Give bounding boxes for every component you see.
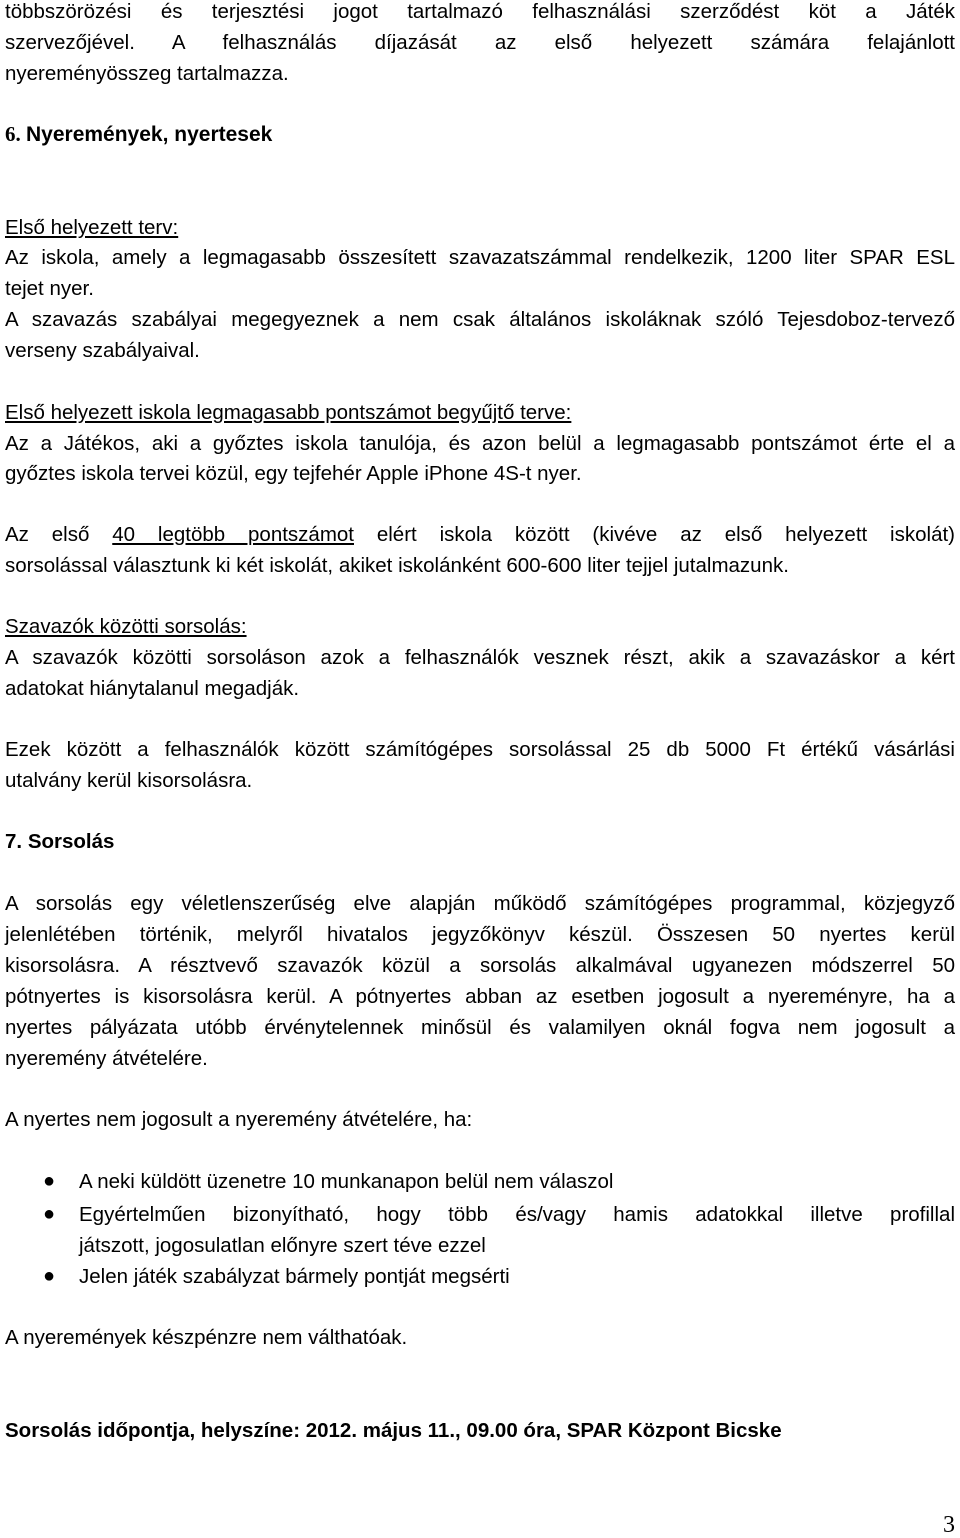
section-6-heading [5,119,955,150]
section-7-number: 7. [5,830,23,853]
top40-underlined: 40 legtöbb pontszámot [112,523,354,546]
vouchers-line-1: Ezek között a felhasználók között számítógépes sorsolással 25 db 5000 Ft értékű vásárlási [5,738,955,761]
top-collector-line-2: győztes iskola tervei közül, egy tejfehér Apple iPhone 4S-t nyer. [5,462,582,485]
voter-draw-line-1: A szavazók közötti sorsoláson azok a felhasználók vesznek részt, akik a szavazáskor a kért [5,646,955,669]
voter-draw-line-2: adatokat hiánytalanul megadják. [5,677,300,700]
bullet-icon: ● [43,1203,56,1225]
top40-text-a: Az első [5,523,113,546]
section-7-heading [5,826,955,857]
no-cash-note: A nyeremények készpénzre nem válthatóak. [5,1326,408,1349]
not-entitled-intro: A nyertes nem jogosult a nyeremény átvételére, ha: [5,1108,473,1131]
page-number: 3 [943,1512,955,1538]
top40-line-2: sorsolással választunk ki két iskolát, akiket iskolánként 600-600 liter tejjel jutalmazunk. [5,554,789,577]
intro-line-2: szervezőjével. A felhasználás díjazását az első helyezett számára felajánlott [5,31,955,54]
bullet-icon: ● [43,1170,56,1192]
top-collector-line-1: Az a Játékos, aki a győztes iskola tanulója, és azon belül a legmagasabb pontszámot érte el a [5,432,955,455]
section-6-number: 6. [5,122,21,146]
first-plan-line-4: verseny szabályaival. [5,339,200,362]
top40-line-1 [5,519,955,550]
voter-draw-heading: Szavazók közötti sorsolás: [5,615,247,638]
intro-line-3: nyereményösszeg tartalmazza. [5,62,289,85]
top40-text-b: elért iskola között (kivéve az első helyezett iskolát) [354,523,955,546]
first-plan-heading: Első helyezett terv: [5,216,179,239]
bullet-icon: ● [43,1265,56,1287]
intro-line-1: többszörözési és terjesztési jogot tartalmazó felhasználási szerződést köt a Játék [5,0,955,23]
list-item-2-line-1: Egyértelműen bizonyítható, hogy több és/vagy hamis adatokkal illetve profillal [79,1203,955,1226]
draw-line-5: nyertes pályázata utóbb érvénytelennek minősül és valamilyen oknál fogva nem jogosult a [5,1016,955,1039]
list-item-3: Jelen játék szabályzat bármely pontját megsérti [79,1265,510,1288]
list-item-1: A neki küldött üzenetre 10 munkanapon belül nem válaszol [79,1170,614,1193]
section-6-title: Nyeremények, nyertesek [26,123,273,146]
draw-line-6: nyeremény átvételére. [5,1047,208,1070]
draw-line-4: pótnyertes is kisorsolásra kerül. A pótnyertes abban az esetben jogosult a nyereményre, ha a [5,985,955,1008]
section-7-title: Sorsolás [27,830,115,853]
vouchers-line-2: utalvány kerül kisorsolásra. [5,769,253,792]
first-plan-line-2: tejet nyer. [5,277,94,300]
top-collector-heading: Első helyezett iskola legmagasabb pontszámot begyűjtő terve: [5,401,572,424]
draw-time-location: Sorsolás időpontja, helyszíne: 2012. május 11., 09.00 óra, SPAR Központ Bicske [5,1419,782,1442]
list-item-2-line-2: játszott, jogosulatlan előnyre szert téve ezzel [79,1234,486,1257]
draw-line-2: jelenlétében történik, melyről hivatalos jegyzőkönyv készül. Összesen 50 nyertes kerül [5,923,955,946]
first-plan-line-3: A szavazás szabályai megegyeznek a nem csak általános iskoláknak szóló Tejesdoboz-tervező [5,308,955,331]
draw-line-3: kisorsolásra. A résztvevő szavazók közül a sorsolás alkalmával ugyanezen módszerrel 50 [5,954,955,977]
draw-line-1: A sorsolás egy véletlenszerűség elve alapján működő számítógépes programmal, közjegyző [5,892,955,915]
first-plan-line-1: Az iskola, amely a legmagasabb összesített szavazatszámmal rendelkezik, 1200 liter SPAR ESL [5,246,955,269]
